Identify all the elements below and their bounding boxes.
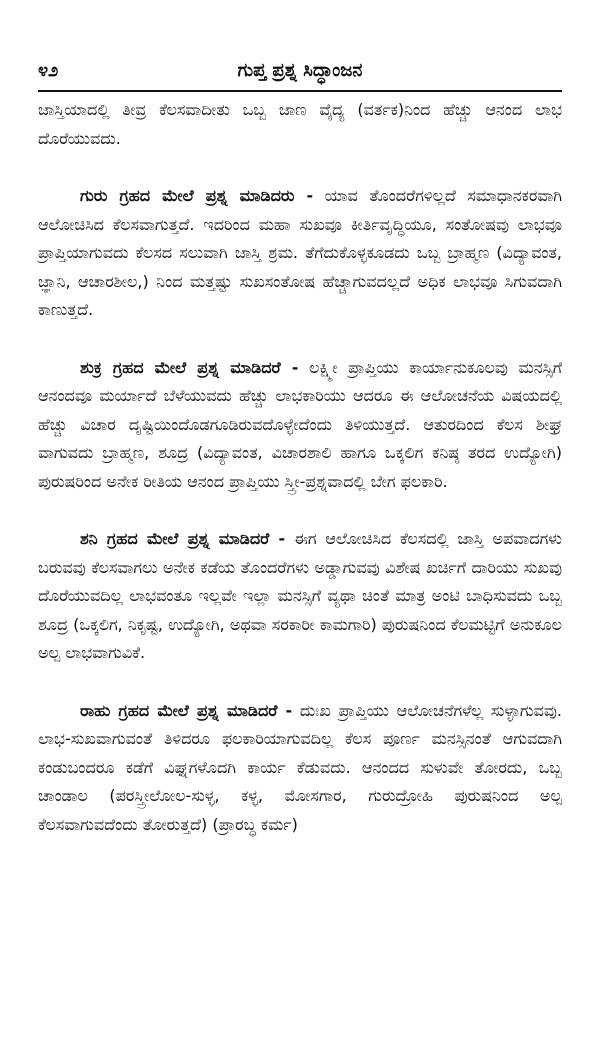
paragraph-shani: [38, 525, 562, 668]
paragraph-gap: [38, 325, 562, 354]
running-title: ಗುಪ್ತ ಪ್ರಶ್ನ ಸಿದ್ಧಾಂಜನ: [237, 60, 363, 81]
header-rule: [38, 90, 562, 92]
paragraph-rahu: [38, 697, 562, 840]
page-header: [38, 52, 562, 96]
section-heading-rahu: ರಾಹು ಗ್ರಹದ ಮೇಲೆ ಪ್ರಶ್ನ ಮಾಡಿದರೆ -: [80, 700, 293, 720]
section-heading-shani: ಶನಿ ಗ್ರಹದ ಮೇಲೆ ಪ್ರಶ್ನ ಮಾಡಿದರೆ -: [80, 529, 286, 548]
paragraph-gap: [38, 153, 562, 182]
paragraph-text: ಜಾಸ್ತಿಯಾದಲ್ಲಿ ತೀವ್ರ ಕೆಲಸವಾದೀತು ಒಬ್ಬ ಜಾಣ ವೈದ್ಯ (ವರ್ತಕ)ನಿಂದ ಹೆಚ್ಚು ಆನಂದ ಲಾಭ ದೊರೆಯುವದು.: [38, 100, 562, 148]
paragraph-text: ಈಗ ಆಲೋಚಿಸಿದ ಕೆಲಸದಲ್ಲಿ ಜಾಸ್ತಿ ಅಪವಾದಗಳು ಬರುವವು ಕೆಲಸವಾಗಲು ಅನೇಕ ಕಡೆಯ ತೊಂದರೆಗಳು ಅಡ್ಡಾಗುವವು ವಿಶೇಷ ಖರ್ಚಿಗೆ ದಾರಿಯು ಸುಖವು ದೊರೆಯುವದಿಲ್ಲ ಲಾಭವಂತೂ ಇಲ್ಲವೇ ಇಲ್ಲಾ ಮನಸ್ಸಿಗೆ ವ್ಯಥಾ ಚಿಂತೆ ಮಾತ್ರ ಅಂಟಿ ಬಾಧಿಸುವದು ಒಬ್ಬ ಶೂದ್ರ (ಒಕ್ಕಲಿಗ, ನಿಕೃಷ್ಟ, ಉದ್ಯೋಗಿ, ಅಥವಾ ಸರಕಾರೀ ಕಾಮಗಾರಿ) ಪುರುಷನಿಂದ ಕೆಲಮಟ್ಟಿಗೆ ಅನುಕೂಲ ಅಲ್ಪ ಲಾಭವಾಗುವಿಕೆ.: [38, 529, 562, 662]
paragraph-guru: [38, 182, 562, 325]
section-heading-shukra: ಶುಕ್ರ ಗ್ರಹದ ಮೇಲೆ ಪ್ರಶ್ನ ಮಾಡಿದರೆ -: [80, 357, 299, 377]
page-number: ೪೨: [38, 60, 59, 81]
paragraph-gap: [38, 496, 562, 525]
paragraph-shukra: [38, 354, 562, 497]
section-heading-guru: ಗುರು ಗ್ರಹದ ಮೇಲೆ ಪ್ರಶ್ನ ಮಾಡಿದರು -: [80, 186, 314, 205]
book-page: [0, 52, 600, 1059]
paragraph-text: ಲಕ್ಷ್ಮೀ ಪ್ರಾಪ್ತಿಯು ಕಾರ್ಯಾನುಕೂಲವು ಮನಸ್ಸಿಗೆ ಆನಂದವೂ ಮರ್ಯಾದೆ ಬೆಳೆಯುವದು ಹೆಚ್ಚು ಲಾಭಕಾರಿಯು ಆದರೂ ಈ ಆಲೋಚನೆಯ ವಿಷಯದಲ್ಲಿ ಹೆಚ್ಚು ವಿಚಾರ ದೃಷ್ಟಿಯಿಂದೊಡಗೂಡಿರುವದೊಳ್ಳೇದೆಂದು ತಿಳಿಯುತ್ತದೆ. ಆತುರದಿಂದ ಕೆಲಸ ಶೀಘ್ರ ವಾಗುವದು ಬ್ರಾಹ್ಮಣ, ಶೂದ್ರ (ವಿದ್ಯಾವಂತ, ವಿಚಾರಶಾಲಿ ಹಾಗೂ ಒಕ್ಕಲಿಗ ಕನಿಷ್ಠ ತರದ ಉದ್ಯೋಗಿ) ಪುರುಷರಿಂದ ಅನೇಕ ರೀತಿಯ ಆನಂದ ಪ್ರಾಪ್ತಿಯು ಸ್ತ್ರೀ-ಪ್ರಶ್ನವಾದಲ್ಲಿ ಬೇಗ ಫಲಕಾರಿ.: [38, 357, 562, 491]
paragraph-gap: [38, 668, 562, 697]
paragraph-text: ಯಾವ ತೊಂದರೆಗಳಿಲ್ಲದೆ ಸಮಾಧಾನಕರವಾಗಿ ಆಲೋಚಿಸಿದ ಕೆಲಸವಾಗುತ್ತದೆ. ಇದರಿಂದ ಮಹಾ ಸುಖವೂ ಕೀರ್ತಿವೃದ್ಧಿಯೂ, ಸಂತೋಷವು ಲಾಭವೂ ಪ್ರಾಪ್ತಿಯಾಗುವದು ಕೆಲಸದ ಸಲುವಾಗಿ ಜಾಸ್ತಿ ಶ್ರಮ. ತೆಗೆದುಕೊಳ್ಳಕೂಡದು ಒಬ್ಬ ಬ್ರಾಹ್ಮಣ (ವಿದ್ಯಾವಂತ, ಜ್ಞಾನಿ, ಆಚಾರಶೀಲ,) ನಿಂದ ಮತ್ತಷ್ಟು ಸುಖಸಂತೋಷ ಹೆಚ್ಚಾಗುವದಲ್ಲದೆ ಅಧಿಕ ಲಾಭವೂ ಸಿಗುವದಾಗಿ ಕಾಣುತ್ತದೆ.: [38, 186, 563, 319]
paragraph-1: [38, 96, 562, 153]
paragraph-text: ದುಃಖ ಪ್ರಾಪ್ತಿಯು ಆಲೋಚನೆಗಳೆಲ್ಲ ಸುಳ್ಳಾಗುವವು. ಲಾಭ-ಸುಖವಾಗುವಂತೆ ತಿಳಿದರೂ ಫಲಕಾರಿಯಾಗುವದಿಲ್ಲ ಕೆಲಸ ಪೂರ್ಣ ಮನಸ್ಸಿನಂತೆ ಆಗುವದಾಗಿ ಕಂಡುಬಂದರೂ ಕಡೆಗೆ ವಿಘ್ನಗಳೊದಗಿ ಕಾರ್ಯ ಕೆಡುವದು. ಆನಂದದ ಸುಳುವೇ ತೋರದು, ಒಬ್ಬ ಚಾಂಡಾಲ (ಪರಸ್ತ್ರೀಲೋಲ-ಸುಳ್ಳ, ಕಳ್ಳ, ಮೋಸಗಾರ, ಗುರುದ್ರೋಹಿ ಪುರುಷನಿಂದ ಅಲ್ಪ ಕೆಲಸವಾಗುವದೆಂದು ತೋರುತ್ತದೆ) (ಪ್ರಾರಬ್ಧ ಕರ್ಮ): [38, 700, 562, 834]
